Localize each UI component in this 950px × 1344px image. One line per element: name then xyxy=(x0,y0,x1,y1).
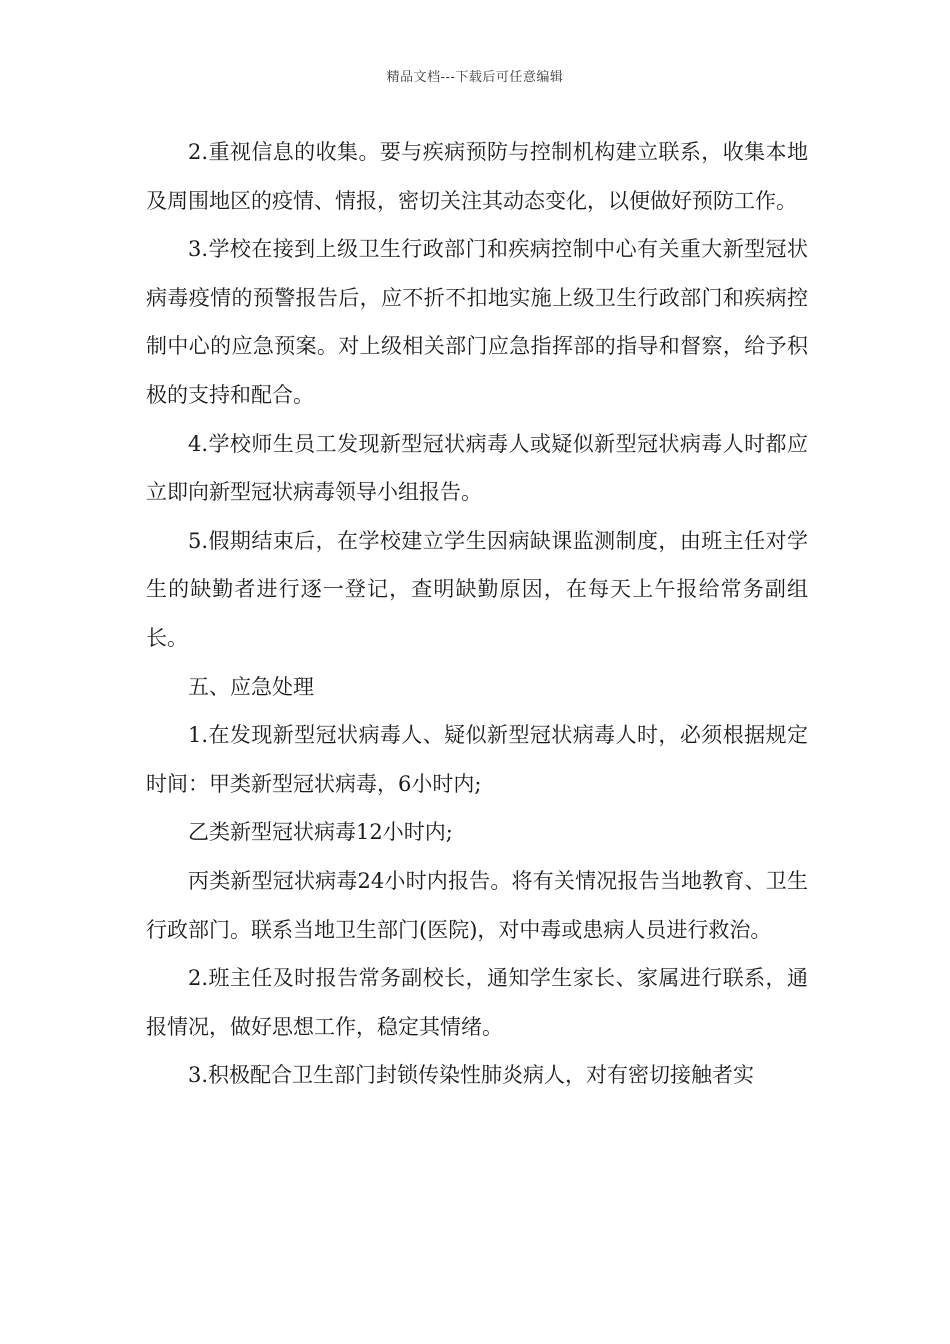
paragraph-report-timing: 1.在发现新型冠状病毒人、疑似新型冠状病毒人时，必须根据规定时间：甲类新型冠状病毒，6小时内; xyxy=(146,723,808,796)
paragraph-absence-monitoring: 5.假期结束后，在学校建立学生因病缺课监测制度，由班主任对学生的缺勤者进行逐一登记，查明缺勤原因，在每天上午报给常务副组长。 xyxy=(146,528,808,650)
page-header: 精品文档---下载后可任意编辑 xyxy=(386,70,564,85)
paragraph-notify-parents: 2.班主任及时报告常务副校长，通知学生家长、家属进行联系，通报情况，做好思想工作，稳定其情绪。 xyxy=(146,966,808,1039)
paragraph-warning-response: 3.学校在接到上级卫生行政部门和疾病控制中心有关重大新型冠状病毒疫情的预警报告后，应不折不扣地实施上级卫生行政部门和疾病控制中心的应急预案。对上级相关部门应急指挥部的指导和督察，给予积极的支持和配合。 xyxy=(146,237,808,407)
paragraph-info-collection: 2.重视信息的收集。要与疾病预防与控制机构建立联系，收集本地及周围地区的疫情、情报，密切关注其动态变化，以便做好预防工作。 xyxy=(146,140,808,213)
paragraph-class-c: 丙类新型冠状病毒24小时内报告。将有关情况报告当地教育、卫生行政部门。联系当地卫生部门(医院)，对中毒或患病人员进行救治。 xyxy=(146,868,808,942)
section-heading-emergency: 五、应急处理 xyxy=(188,674,314,699)
document-body xyxy=(146,128,808,1100)
paragraph-quarantine: 3.积极配合卫生部门封锁传染性肺炎病人，对有密切接触者实 xyxy=(188,1063,755,1088)
paragraph-report-discovery: 4.学校师生员工发现新型冠状病毒人或疑似新型冠状病毒人时都应立即向新型冠状病毒领导小组报告。 xyxy=(146,431,808,505)
paragraph-class-b: 乙类新型冠状病毒12小时内; xyxy=(188,820,453,845)
